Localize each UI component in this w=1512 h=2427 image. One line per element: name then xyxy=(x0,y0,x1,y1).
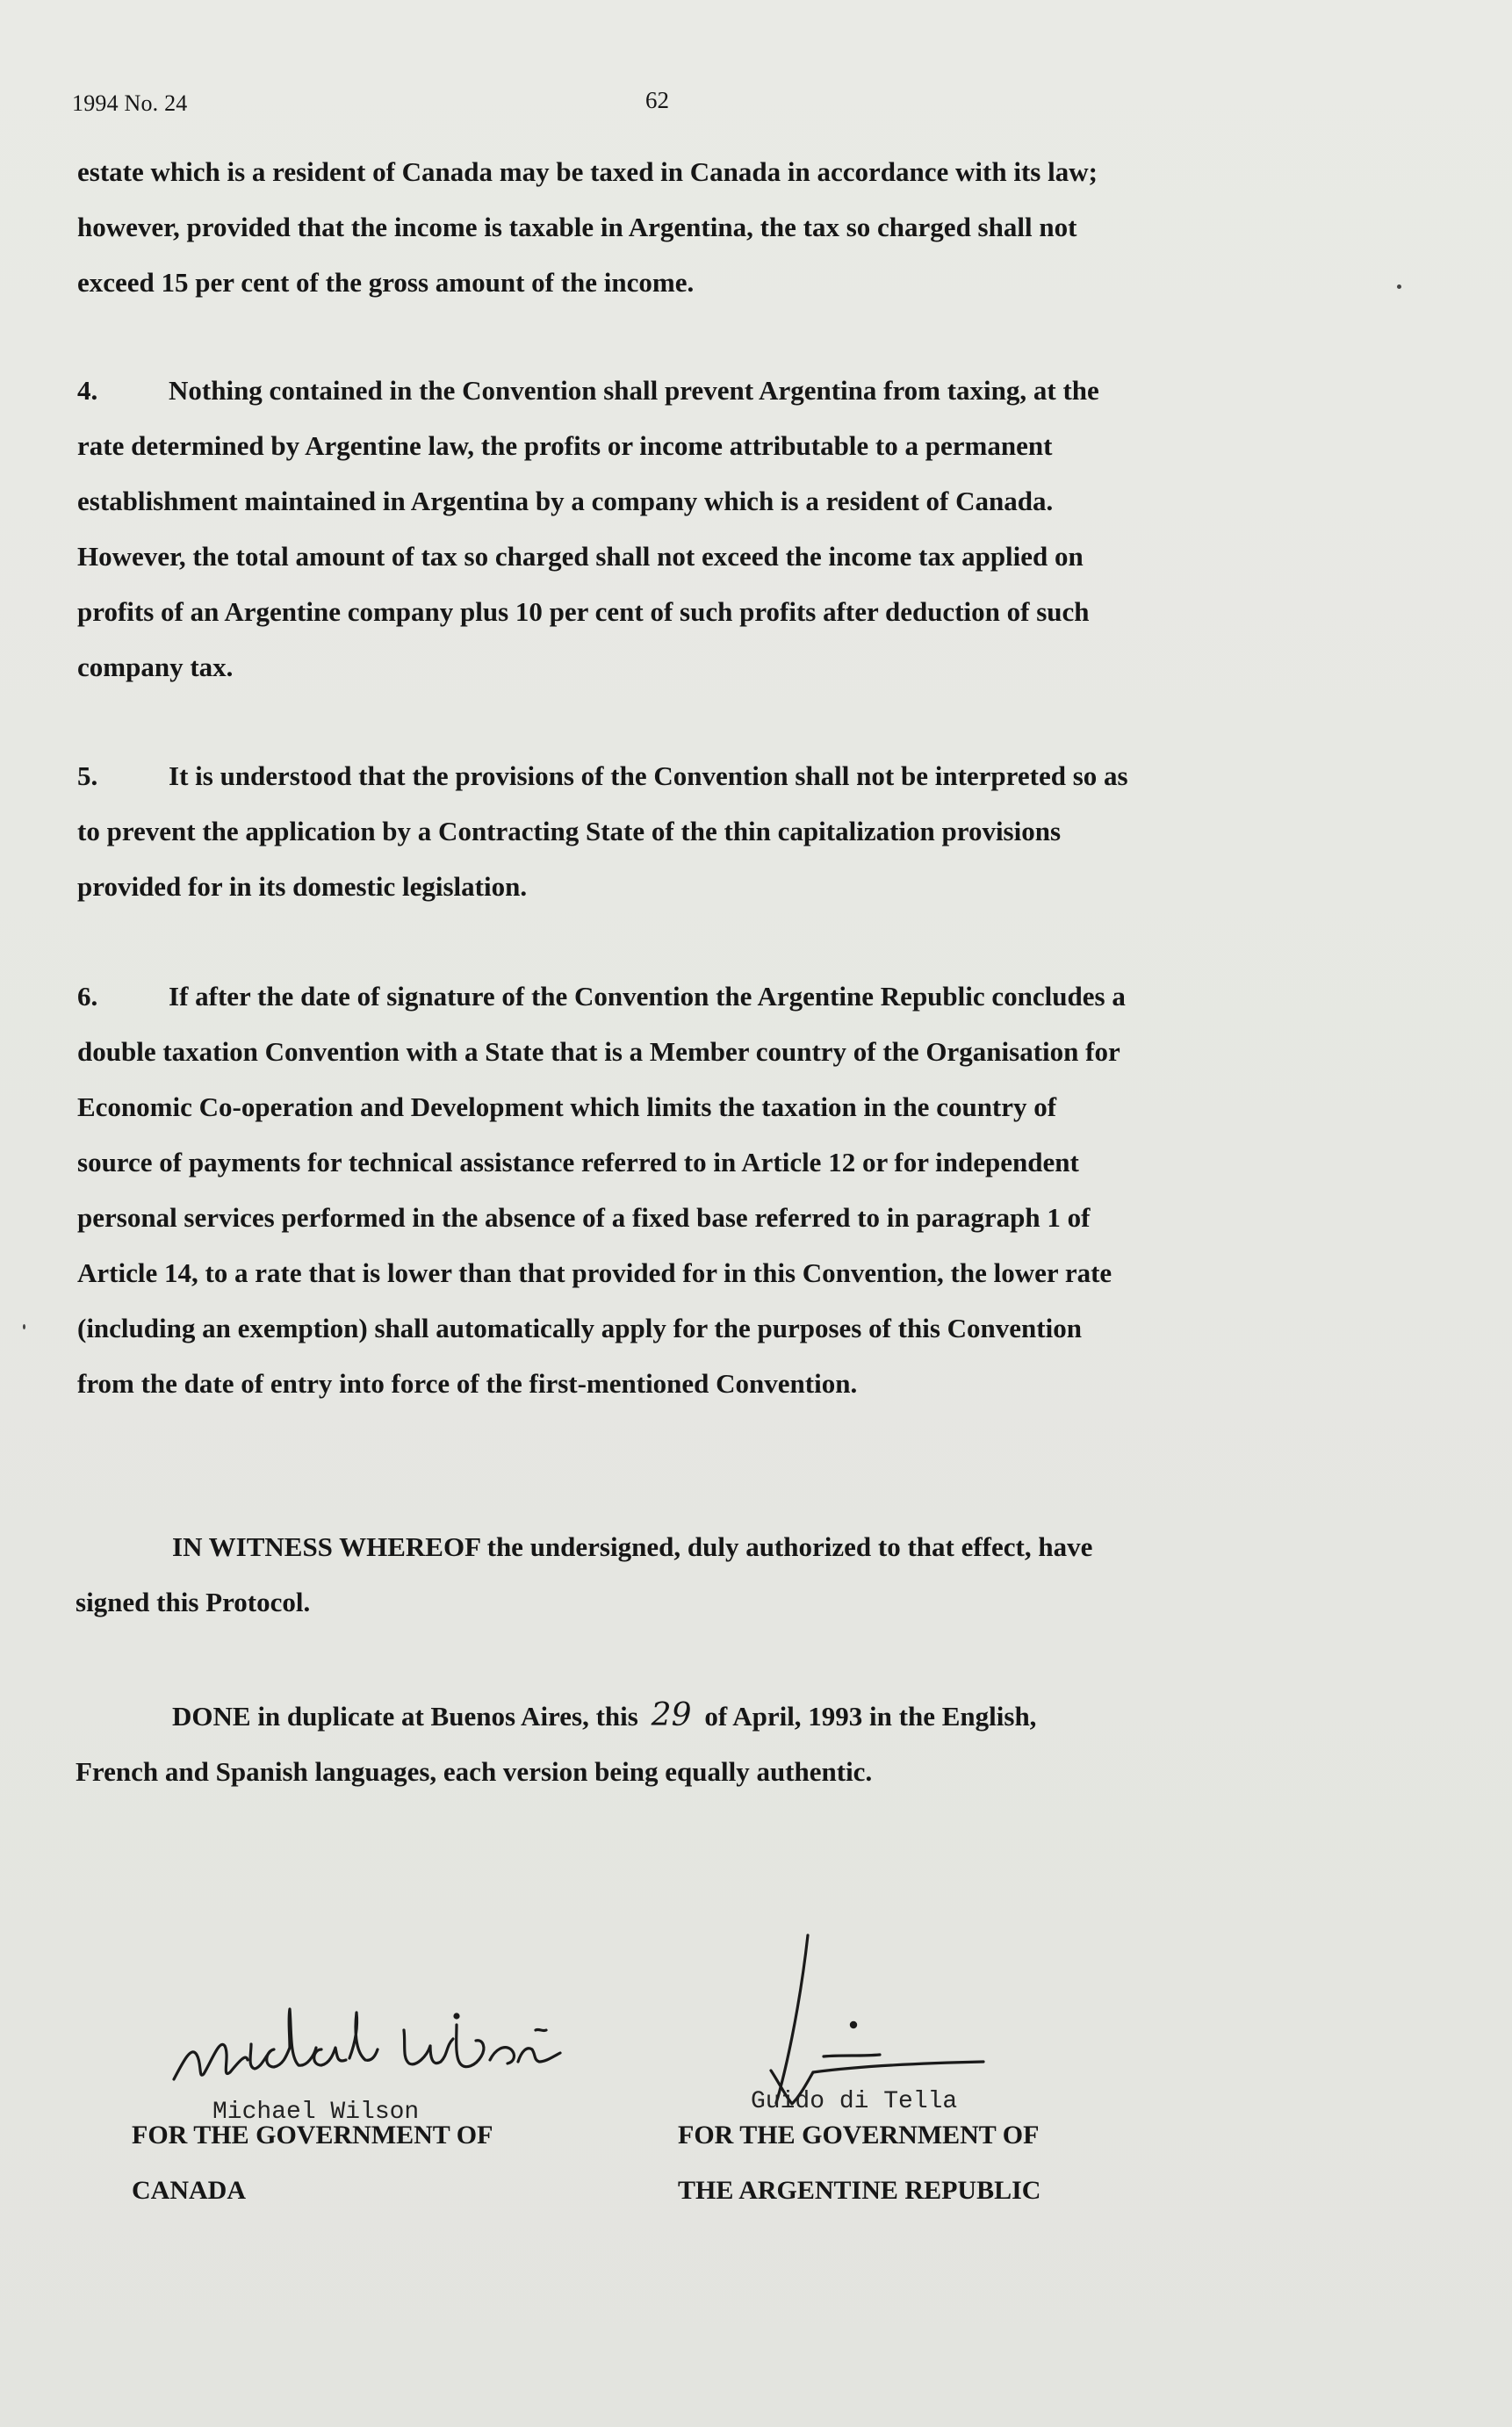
document-number: 1994 No. 24 xyxy=(72,90,188,116)
handwritten-day: 29 xyxy=(651,1697,692,1733)
typed-name-canada: Michael Wilson xyxy=(212,2099,420,2126)
paragraph-line: rate determined by Argentine law, the profits or income attributable to a permanent xyxy=(77,430,1053,461)
paragraph-first-line xyxy=(77,969,1219,1024)
page-number: 62 xyxy=(645,87,669,113)
paragraph-first-line xyxy=(77,363,1219,418)
paragraph-line: estate which is a resident of Canada may be taxed in Canada in accordance with its law; xyxy=(77,156,1098,187)
paragraph-line: (including an exemption) shall automatically apply for the purposes of this Convention xyxy=(77,1313,1082,1343)
paragraph-line: profits of an Argentine company plus 10 per cent of such profits after deduction of such xyxy=(77,596,1090,627)
paragraph-line: Nothing contained in the Convention shall prevent Argentina from taxing, at the xyxy=(169,375,1099,406)
paragraph-6 xyxy=(77,969,1219,1411)
paragraph-line: Economic Co-operation and Development which limits the taxation in the country of xyxy=(77,1091,1057,1122)
paragraph-line: to prevent the application by a Contracting State of the thin capitalization provisions xyxy=(77,816,1062,846)
scan-speck xyxy=(23,1324,25,1329)
paragraph-line: company tax. xyxy=(77,652,234,682)
scan-speck xyxy=(1397,284,1401,289)
done-line-1: DONE in duplicate at Buenos Aires, this 29 of April, 1993 in the English, xyxy=(76,1688,1217,1744)
signature-guido-di-tella xyxy=(720,1923,1001,2116)
paragraph-line: source of payments for technical assistance referred to in Article 12 or for independent xyxy=(77,1147,1079,1177)
paragraph-line: However, the total amount of tax so charged shall not exceed the income tax applied on xyxy=(77,541,1084,572)
paragraph-line: It is understood that the provisions of the Convention shall not be interpreted so as xyxy=(169,760,1128,791)
done-line-2: French and Spanish languages, each version being equally authentic. xyxy=(76,1756,873,1787)
signatory-block-canada xyxy=(132,2107,493,2218)
witness-line-2: signed this Protocol. xyxy=(76,1587,311,1617)
signatory-line-2: THE ARGENTINE REPUBLIC xyxy=(678,2176,1041,2205)
typed-name-argentina: Guido di Tella xyxy=(751,2088,958,2115)
paragraph-line: double taxation Convention with a State that is a Member country of the Organisation for xyxy=(77,1036,1120,1067)
paragraph-5 xyxy=(77,748,1219,914)
paragraph-line: exceed 15 per cent of the gross amount of the income. xyxy=(77,267,695,298)
paragraph-line: personal services performed in the absence of a fixed base referred to in paragraph 1 of xyxy=(77,1202,1091,1233)
signatory-line-1: FOR THE GOVERNMENT OF xyxy=(678,2121,1040,2150)
paragraph-4 xyxy=(77,363,1219,695)
paragraph-line: If after the date of signature of the Convention the Argentine Republic concludes a xyxy=(169,981,1126,1012)
paragraph-3-continuation xyxy=(77,144,1219,310)
witness-line-1: IN WITNESS WHEREOF the undersigned, duly authorized to that effect, have xyxy=(172,1531,1093,1562)
witness-clause xyxy=(76,1519,1217,1630)
signature-michael-wilson xyxy=(167,1976,623,2107)
paragraph-line: establishment maintained in Argentina by a company which is a resident of Canada. xyxy=(77,486,1054,516)
signatory-line-1: FOR THE GOVERNMENT OF xyxy=(132,2121,493,2150)
paragraph-line: however, provided that the income is taxable in Argentina, the tax so charged shall not xyxy=(77,212,1077,242)
paragraph-line: Article 14, to a rate that is lower than that provided for in this Convention, the lower rate xyxy=(77,1257,1112,1288)
paragraph-line: from the date of entry into force of the first-mentioned Convention. xyxy=(77,1368,858,1399)
done-clause xyxy=(76,1688,1217,1799)
paragraph-number: 4. xyxy=(77,375,98,406)
paragraph-first-line xyxy=(77,748,1219,803)
paragraph-line: provided for in its domestic legislation. xyxy=(77,871,528,902)
paragraph-number: 5. xyxy=(77,760,98,791)
paragraph-number: 6. xyxy=(77,981,98,1012)
signatory-line-2: CANADA xyxy=(132,2176,246,2205)
signatory-block-argentina xyxy=(678,2107,1040,2218)
